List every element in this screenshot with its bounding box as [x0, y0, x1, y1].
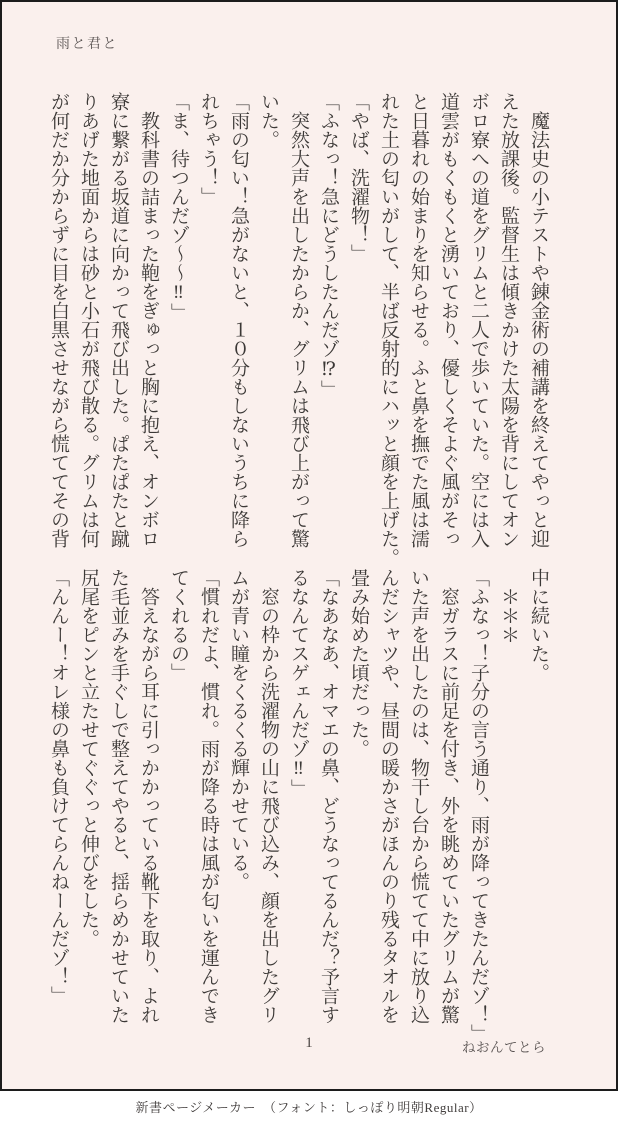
text-line: 中に続いた。 [528, 568, 549, 682]
text-line: れちゃう！」 [198, 92, 219, 206]
text-line: た毛並みを手ぐしで整えてやると、揺らめかせていた [108, 568, 129, 1024]
text-line: 「ま、待つんだゾ～～‼」 [168, 92, 189, 322]
author-name: ねおんてとら [462, 1040, 546, 1055]
text-line: 魔法史の小テストや錬金術の補講を終えてやっと迎 [528, 92, 549, 548]
text-line: 答えながら耳に引っかかっている靴下を取り、よれ [138, 568, 159, 1024]
text-line: るなんてスゲェんだゾ‼」 [288, 568, 309, 798]
page-title: 雨と君と [56, 37, 118, 52]
text-line: ムが青い瞳をくるくる輝かせている。 [228, 568, 249, 891]
text-band-top [41, 92, 553, 567]
text-line: 寮に繋がる坂道に向かって飛び出した。ぱたぱたと蹴 [108, 92, 129, 548]
text-line: 道雲がもくもくと湧いており、優しくそよぐ風がそっ [438, 92, 459, 548]
page-number: 1 [305, 1035, 313, 1051]
text-line: 「やば、洗濯物！」 [348, 92, 369, 263]
text-line: りあげた地面からは砂と小石が飛び散る。グリムは何 [78, 92, 99, 548]
text-line: んだシャツや、昼間の暖かさがほんのり残るタオルを [378, 568, 399, 1024]
page-footer [2, 1035, 616, 1057]
text-line: 突然大声を出したからか、グリムは飛び上がって驚 [288, 92, 309, 548]
text-line: が何だか分からずに目を白黒させながら慌ててその背 [48, 92, 69, 548]
text-line: 「雨の匂い！急がないと、１０分もしないうちに降ら [228, 92, 249, 548]
text-line: いた声を出したのは、物干し台から慌てて中に放り込 [408, 568, 429, 1024]
text-line: 「ふなっ！急にどうしたんだゾ⁉」 [318, 92, 339, 399]
text-band-bottom [41, 568, 553, 1043]
text-line: と日暮れの始まりを知らせる。ふと鼻を撫でた風は濡 [408, 92, 429, 548]
app-footer-credit: 新書ページメーカー （フォント：しっぽり明朝Regular） [135, 1100, 483, 1115]
text-line: 「なあなあ、オマエの鼻、どうなってるんだ？予言す [318, 568, 339, 1024]
text-line: 尻尾をピンと立たせてぐぐっと伸びをした。 [78, 568, 99, 948]
text-line: ＊＊＊ [498, 568, 519, 644]
text-line: えた放課後。監督生は傾きかけた太陽を背にしてオン [498, 92, 519, 548]
text-line: ボロ寮への道をグリムと二人で歩いていた。空には入 [468, 92, 489, 548]
text-line: 窓の枠から洗濯物の山に飛び込み、顔を出したグリ [258, 568, 279, 1024]
text-line: 「ふなっ！子分の言う通り、雨が降ってきたんだゾ！」 [468, 568, 489, 1043]
text-line: 教科書の詰まった鞄をぎゅっと胸に抱え、オンボロ [138, 92, 159, 548]
text-line: れた土の匂いがして、半ば反射的にハッと顔を上げた。 [378, 92, 399, 567]
text-line: 「んんー！オレ様の鼻も負けてらんねーんだゾ！」 [48, 568, 69, 1005]
text-line: 「慣れだよ、慣れ。雨が降る時は風が匂いを運んでき [198, 568, 219, 1024]
text-line: 畳み始めた頃だった。 [348, 568, 369, 758]
text-line: てくれるの」 [168, 568, 189, 682]
text-line: 窓ガラスに前足を付き、外を眺めていたグリムが驚 [438, 568, 459, 1024]
text-line: いた。 [258, 92, 279, 149]
